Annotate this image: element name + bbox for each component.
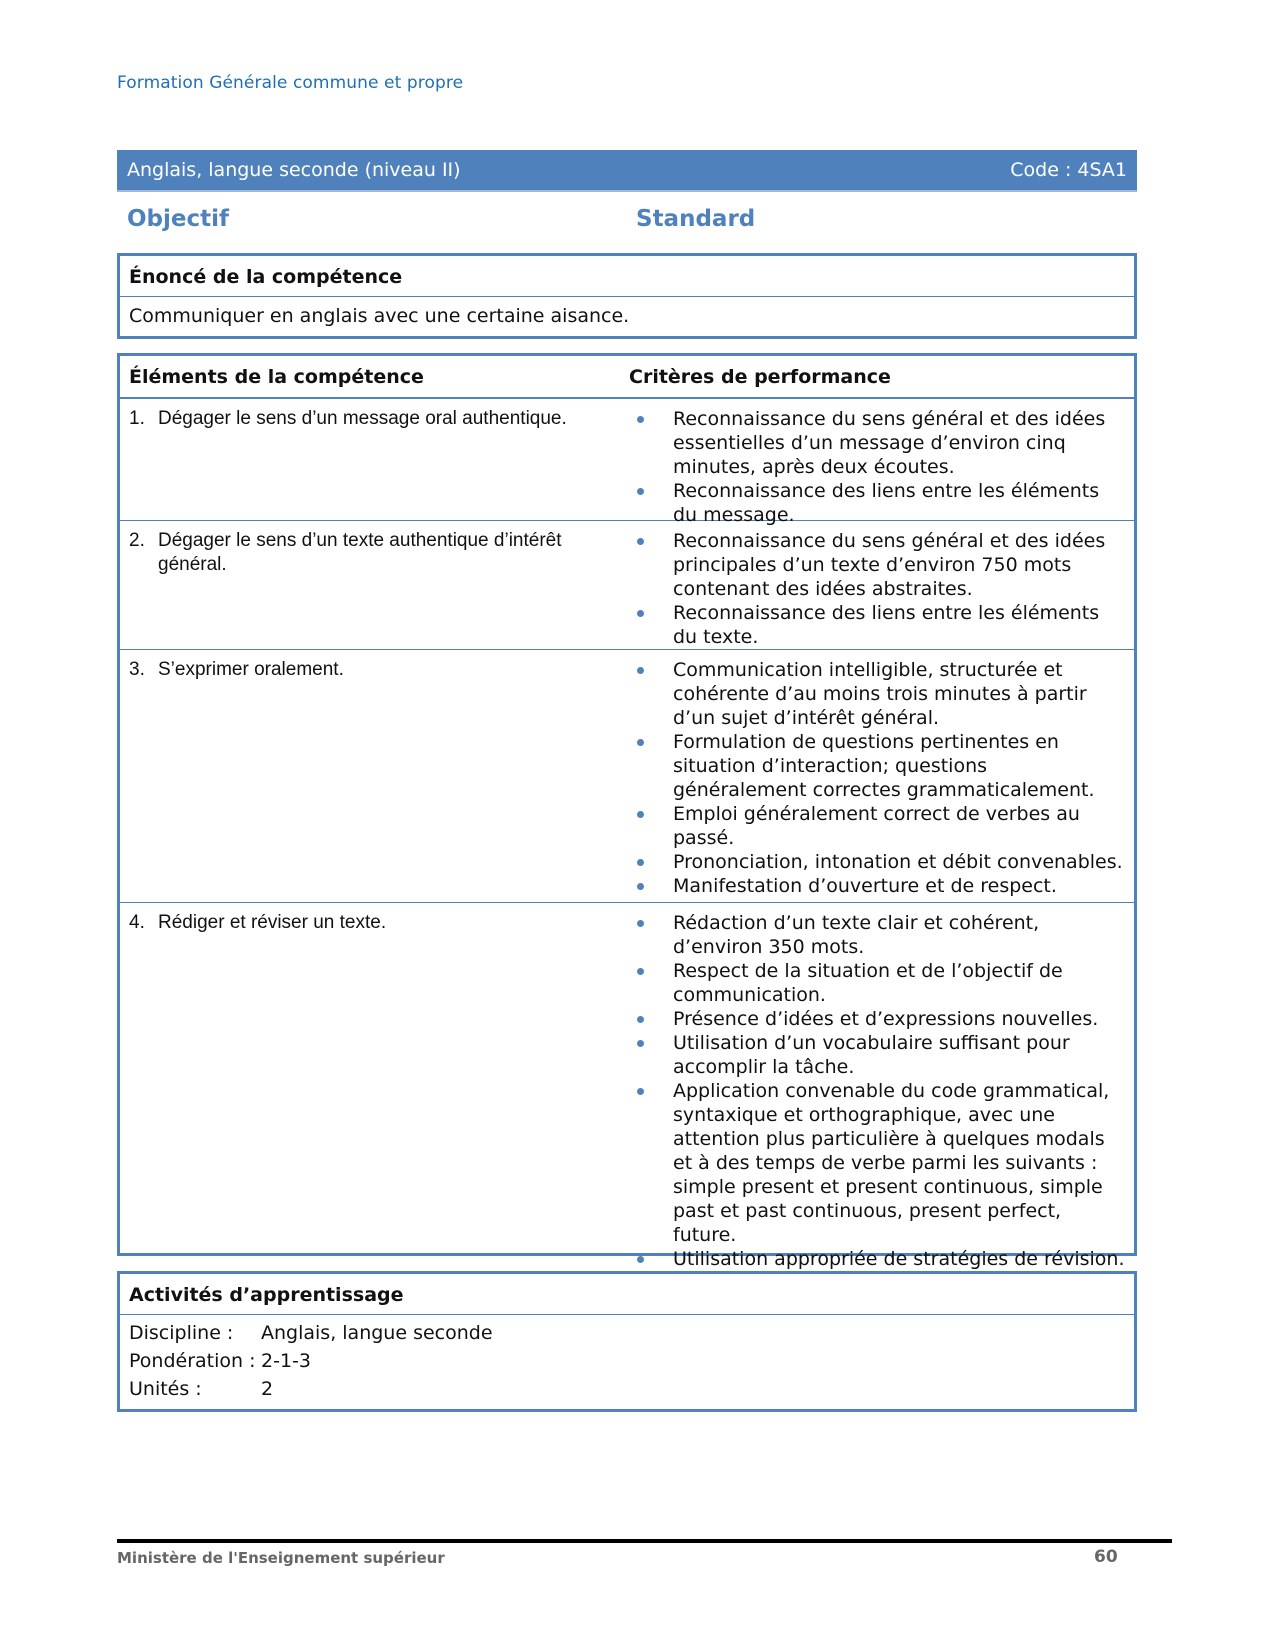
bullet-icon xyxy=(629,601,673,649)
course-title-bar xyxy=(117,150,1137,192)
bullet-icon xyxy=(629,850,673,874)
criteria-list xyxy=(629,911,1126,1271)
criteria-list xyxy=(629,407,1126,527)
element-item: 4. Rédiger et réviser un texte. xyxy=(129,912,387,933)
list-item: Reconnaissance du sens général et des idées essentielles d’un message d’environ cinq minutes, après deux écoutes. xyxy=(629,407,1126,479)
table-row xyxy=(120,520,1134,649)
enonce-text: Communiquer en anglais avec une certaine aisance. xyxy=(129,305,630,327)
running-head: Formation Générale commune et propre xyxy=(117,73,464,93)
element-item: 3. S’exprimer oralement. xyxy=(129,659,344,680)
list-item: Reconnaissance des liens entre les éléments du message. xyxy=(629,479,1126,527)
element-item: 1. Dégager le sens d’un message oral authentique. xyxy=(129,408,567,429)
bullet-icon xyxy=(629,529,673,601)
table-row xyxy=(120,398,1134,526)
unites-line: Unités : 2 xyxy=(129,1378,274,1400)
list-item: Respect de la situation et de l’objectif de communication. xyxy=(629,959,1126,1007)
course-code: Code : 4SA1 xyxy=(1010,159,1127,181)
discipline-line: Discipline : Anglais, langue seconde xyxy=(129,1322,493,1344)
enonce-header: Énoncé de la compétence xyxy=(120,256,1134,297)
list-item: Reconnaissance des liens entre les éléments du texte. xyxy=(629,601,1126,649)
list-item: Application convenable du code grammatical, syntaxique et orthographique, avec une attention plus particulière à quelques modals et à des temps de verbe parmi les suivants : simple present et present continuous, simple past et past continuous, present perfect, future. xyxy=(629,1079,1126,1247)
list-item: Manifestation d’ouverture et de respect. xyxy=(629,874,1126,898)
bullet-icon xyxy=(629,802,673,850)
footer-divider xyxy=(117,1539,1172,1543)
ponderation-line: Pondération : 2-1-3 xyxy=(129,1350,311,1372)
bullet-icon xyxy=(629,959,673,1007)
bullet-icon xyxy=(629,874,673,898)
element-item: 2. Dégager le sens d’un texte authentique d’intérêt général. xyxy=(129,530,562,575)
footer-ministry: Ministère de l'Enseignement supérieur xyxy=(117,1549,445,1567)
activites-table xyxy=(117,1271,1137,1412)
course-title: Anglais, langue seconde (niveau II) xyxy=(127,159,461,181)
elements-table xyxy=(117,353,1137,1270)
list-item: Prononciation, intonation et débit convenables. xyxy=(629,850,1126,874)
activites-header: Activités d’apprentissage xyxy=(120,1274,1134,1315)
enonce-table xyxy=(117,253,1137,339)
list-item: Utilisation appropriée de stratégies de révision. xyxy=(629,1247,1126,1271)
objective-standard-row xyxy=(127,206,1137,240)
elements-table-header xyxy=(120,356,1134,398)
bullet-icon xyxy=(629,730,673,802)
table-row xyxy=(120,902,1134,1270)
bullet-icon xyxy=(629,479,673,527)
standard-label: Standard xyxy=(636,206,756,232)
elements-column-header: Éléments de la compétence xyxy=(129,366,424,388)
bullet-icon xyxy=(629,658,673,730)
bullet-icon xyxy=(629,1079,673,1247)
list-item: Emploi généralement correct de verbes au passé. xyxy=(629,802,1126,850)
objectif-label: Objectif xyxy=(127,206,230,232)
criteria-column-header: Critères de performance xyxy=(629,366,891,388)
list-item: Formulation de questions pertinentes en situation d’interaction; questions généralement correctes grammaticalement. xyxy=(629,730,1126,802)
list-item: Reconnaissance du sens général et des idées principales d’un texte d’environ 750 mots contenant des idées abstraites. xyxy=(629,529,1126,601)
bullet-icon xyxy=(629,407,673,479)
table-row xyxy=(120,649,1134,902)
page-number: 60 xyxy=(1094,1547,1118,1567)
list-item: Communication intelligible, structurée et cohérente d’au moins trois minutes à partir d’un sujet d’intérêt général. xyxy=(629,658,1126,730)
list-item: Présence d’idées et d’expressions nouvelles. xyxy=(629,1007,1126,1031)
criteria-list xyxy=(629,658,1126,898)
bullet-icon xyxy=(629,911,673,959)
criteria-list xyxy=(629,529,1126,649)
bullet-icon xyxy=(629,1031,673,1079)
bullet-icon xyxy=(629,1007,673,1031)
activites-info xyxy=(120,1315,1134,1409)
list-item: Rédaction d’un texte clair et cohérent, d’environ 350 mots. xyxy=(629,911,1126,959)
list-item: Utilisation d’un vocabulaire suffisant pour accomplir la tâche. xyxy=(629,1031,1126,1079)
bullet-icon xyxy=(629,1247,673,1271)
